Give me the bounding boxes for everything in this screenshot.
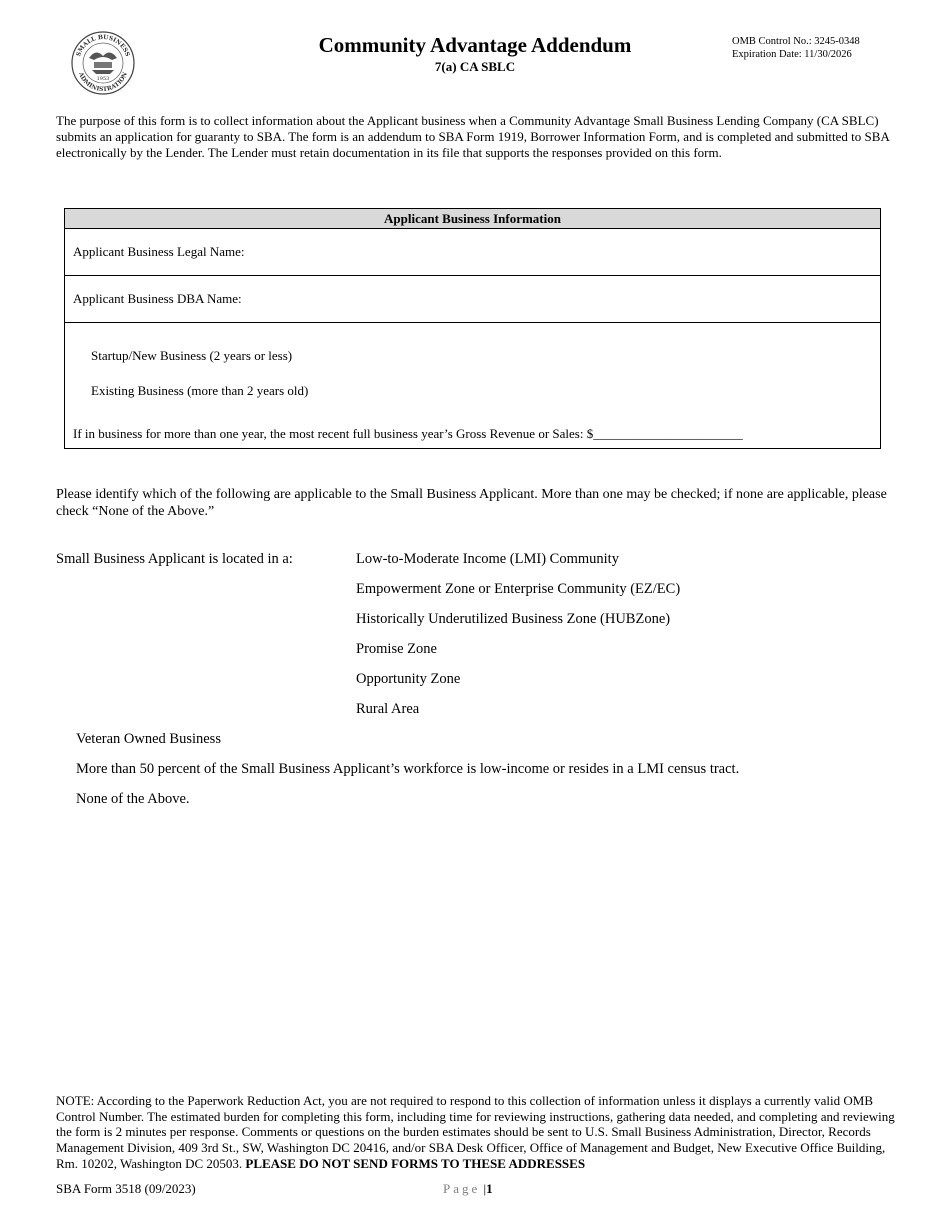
page-separator: | xyxy=(480,1181,487,1196)
seal-text-bottom: ADMINISTRATION xyxy=(77,71,129,94)
page-subtitle: 7(a) CA SBLC xyxy=(434,59,516,74)
legal-name-label: Applicant Business Legal Name: xyxy=(73,244,245,259)
promise-zone-option[interactable]: Promise Zone xyxy=(356,641,437,657)
dba-name-row xyxy=(65,276,880,323)
existing-business-label: Existing Business (more than 2 years old) xyxy=(91,383,309,398)
none-of-the-above-option[interactable]: None of the Above. xyxy=(76,791,190,807)
gross-revenue-line xyxy=(73,426,743,442)
paperwork-reduction-note xyxy=(56,1093,896,1172)
existing-business-option[interactable] xyxy=(91,383,308,399)
hubzone-option[interactable]: Historically Underutilized Business Zone (HUBZone) xyxy=(356,611,671,627)
page-title: Community Advantage Addendum xyxy=(318,33,632,57)
omb-control-number: OMB Control No.: 3245-0348 xyxy=(732,36,860,47)
rural-area-option[interactable]: Rural Area xyxy=(356,701,420,717)
page-number-value: 1 xyxy=(486,1181,493,1196)
lmi-community-option[interactable]: Low-to-Moderate Income (LMI) Community xyxy=(356,551,619,567)
startup-business-option[interactable] xyxy=(91,348,292,364)
veteran-owned-option[interactable]: Veteran Owned Business xyxy=(76,731,221,747)
form-identifier: SBA Form 3518 (09/2023) xyxy=(56,1181,196,1196)
seal-year: 1953 xyxy=(96,76,110,82)
located-in-label: Small Business Applicant is located in a: xyxy=(56,551,293,567)
omb-info xyxy=(732,35,860,61)
applicant-business-info-box xyxy=(64,208,881,449)
opportunity-zone-option[interactable]: Opportunity Zone xyxy=(356,671,461,687)
purpose-paragraph: The purpose of this form is to collect information about the Applicant business when a Community Advantage Small Business Lending Company (CA SBLC) submits an application for guaranty to SBA. The form is an addendum to SBA Form 1919, Borrower Information Form, and is completed and submitted to SBA electronically by the Lender. The Lender must retain documentation in its file that supports the responses provided on this form. xyxy=(56,113,890,160)
page-number xyxy=(443,1181,493,1197)
gross-revenue-label: If in business for more than one year, the most recent full business year’s Gross Revenue or Sales: $ xyxy=(73,426,594,441)
ez-ec-option[interactable]: Empowerment Zone or Enterprise Community (EZ/EC) xyxy=(356,581,681,597)
page-word: Page xyxy=(443,1181,481,1196)
expiration-date: Expiration Date: 11/30/2026 xyxy=(732,49,852,60)
note-bold-warning: PLEASE DO NOT SEND FORMS TO THESE ADDRESSES xyxy=(245,1155,586,1171)
startup-business-label: Startup/New Business (2 years or less) xyxy=(91,348,293,363)
note-text: NOTE: According to the Paperwork Reduction Act, you are not required to respond to this collection of information unless it displays a currently valid OMB Control Number. The estimated burden for completing this form, including time for reviewing instructions, gathering data needed, and completing and reviewing the form is 2 minutes per response. Comments or questions on the burden estimates should be sent to U.S. Small Business Administration, Director, Records Management Division, 409 3rd St., SW, Washington DC 20416, and/or SBA Desk Officer, Office of Management and Budget, New Executive Office Building, Rm. 10202, Washington DC 20503. xyxy=(56,1093,895,1171)
identify-instructions: Please identify which of the following are applicable to the Small Business Applicant. More than one may be checked; if none are applicable, please check “None of the Above.” xyxy=(56,487,887,519)
legal-name-row xyxy=(65,229,880,276)
seal-text-top: SMALL BUSINESS xyxy=(75,33,131,58)
applicant-box-heading: Applicant Business Information xyxy=(65,209,880,229)
gross-revenue-field[interactable]: _______________________ xyxy=(593,426,743,441)
lmi-workforce-option[interactable]: More than 50 percent of the Small Business Applicant’s workforce is low-income or resides in a LMI census tract. xyxy=(76,761,740,777)
dba-name-label: Applicant Business DBA Name: xyxy=(73,291,242,306)
